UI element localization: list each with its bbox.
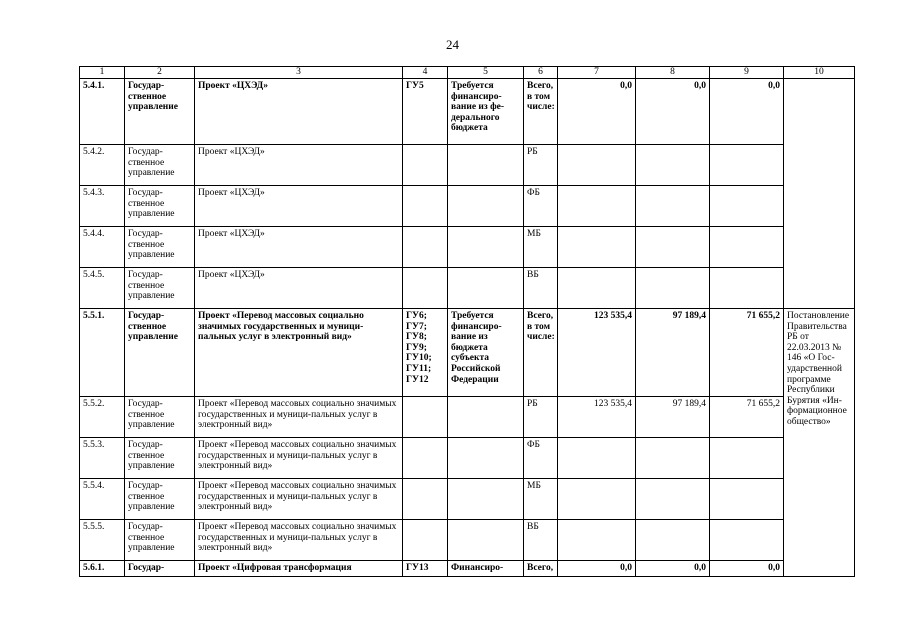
table-row xyxy=(80,520,855,561)
row-value-7: 123 535,4 xyxy=(558,309,636,397)
column-number: 6 xyxy=(524,67,558,79)
row-source: ВБ xyxy=(524,520,558,561)
table-row xyxy=(80,561,855,577)
row-area: Государ-ственное управление xyxy=(125,438,195,479)
program-table xyxy=(79,66,855,577)
row-source: Всего, в том числе: xyxy=(524,79,558,145)
row-requirement xyxy=(448,227,524,268)
row-value-8: 97 189,4 xyxy=(636,397,710,438)
row-id: 5.4.3. xyxy=(80,186,125,227)
column-number: 1 xyxy=(80,67,125,79)
row-value-9 xyxy=(710,268,784,309)
row-code: ГУ6; ГУ7; ГУ8; ГУ9; ГУ10; ГУ11; ГУ12 xyxy=(403,309,448,397)
row-value-7 xyxy=(558,186,636,227)
row-value-7 xyxy=(558,438,636,479)
table-row xyxy=(80,438,855,479)
column-number: 3 xyxy=(195,67,403,79)
row-id: 5.5.1. xyxy=(80,309,125,397)
row-value-7 xyxy=(558,520,636,561)
row-area: Государ-ственное управление xyxy=(125,309,195,397)
table-row xyxy=(80,309,855,397)
row-requirement xyxy=(448,145,524,186)
row-requirement: Требуется финансиро-вание из фе-дерального бюджета xyxy=(448,79,524,145)
column-number: 4 xyxy=(403,67,448,79)
row-value-8 xyxy=(636,145,710,186)
row-id: 5.4.4. xyxy=(80,227,125,268)
row-requirement: Требуется финансиро-вание из бюджета субъекта Российской Федерации xyxy=(448,309,524,397)
row-value-9 xyxy=(710,479,784,520)
row-requirement xyxy=(448,268,524,309)
row-code xyxy=(403,186,448,227)
row-source: МБ xyxy=(524,227,558,268)
column-number: 10 xyxy=(784,67,855,79)
table-row xyxy=(80,145,855,186)
table-row xyxy=(80,397,855,438)
row-value-7: 123 535,4 xyxy=(558,397,636,438)
page-number: 24 xyxy=(446,37,459,52)
table-row xyxy=(80,479,855,520)
row-source: Всего, в том числе: xyxy=(524,309,558,397)
row-id: 5.6.1. xyxy=(80,561,125,577)
row-project: Проект «Перевод массовых социально значимых государственных и муници-пальных услуг в электронный вид» xyxy=(195,438,403,479)
row-value-9: 0,0 xyxy=(710,79,784,145)
row-requirement xyxy=(448,520,524,561)
row-project: Проект «ЦХЭД» xyxy=(195,145,403,186)
row-area: Государ-ственное управление xyxy=(125,186,195,227)
row-requirement xyxy=(448,479,524,520)
table-row xyxy=(80,268,855,309)
row-value-8 xyxy=(636,186,710,227)
row-requirement xyxy=(448,438,524,479)
row-source: ФБ xyxy=(524,186,558,227)
row-area: Государ-ственное управление xyxy=(125,145,195,186)
row-area: Государ-ственное управление xyxy=(125,79,195,145)
row-id: 5.5.2. xyxy=(80,397,125,438)
table-row xyxy=(80,79,855,145)
row-area: Государ- xyxy=(125,561,195,577)
row-project: Проект «ЦХЭД» xyxy=(195,268,403,309)
row-value-7 xyxy=(558,268,636,309)
row-id: 5.4.5. xyxy=(80,268,125,309)
row-id: 5.4.2. xyxy=(80,145,125,186)
row-project: Проект «Перевод массовых социально значимых государственных и муници-пальных услуг в электронный вид» xyxy=(195,479,403,520)
row-value-8: 0,0 xyxy=(636,561,710,577)
row-code xyxy=(403,479,448,520)
row-basis: Постановление Правительства РБ от 22.03.2013 № 146 «О Гос-ударственной программе Республики Бурятия «Ин-формационное общество» xyxy=(784,309,855,577)
row-value-9: 0,0 xyxy=(710,561,784,577)
row-value-8 xyxy=(636,520,710,561)
row-code xyxy=(403,145,448,186)
column-number: 8 xyxy=(636,67,710,79)
row-project: Проект «Перевод массовых социально значимых государственных и муници-пальных услуг в электронный вид» xyxy=(195,520,403,561)
row-value-9 xyxy=(710,227,784,268)
row-source: РБ xyxy=(524,145,558,186)
row-code xyxy=(403,520,448,561)
row-requirement xyxy=(448,397,524,438)
row-area: Государ-ственное управление xyxy=(125,227,195,268)
row-project: Проект «ЦХЭД» xyxy=(195,186,403,227)
row-value-9 xyxy=(710,145,784,186)
row-code xyxy=(403,438,448,479)
row-code xyxy=(403,397,448,438)
row-value-7: 0,0 xyxy=(558,561,636,577)
row-value-8 xyxy=(636,479,710,520)
row-id: 5.5.3. xyxy=(80,438,125,479)
row-code: ГУ13 xyxy=(403,561,448,577)
row-area: Государ-ственное управление xyxy=(125,479,195,520)
row-project: Проект «ЦХЭД» xyxy=(195,227,403,268)
row-area: Государ-ственное управление xyxy=(125,397,195,438)
row-value-7 xyxy=(558,145,636,186)
row-project: Проект «Цифровая трансформация xyxy=(195,561,403,577)
row-value-7: 0,0 xyxy=(558,79,636,145)
table-row xyxy=(80,227,855,268)
row-value-9 xyxy=(710,186,784,227)
row-source: РБ xyxy=(524,397,558,438)
row-value-9 xyxy=(710,520,784,561)
row-source: Всего, xyxy=(524,561,558,577)
column-number: 7 xyxy=(558,67,636,79)
row-value-8 xyxy=(636,227,710,268)
row-area: Государ-ственное управление xyxy=(125,520,195,561)
row-id: 5.5.4. xyxy=(80,479,125,520)
row-source: МБ xyxy=(524,479,558,520)
column-number: 9 xyxy=(710,67,784,79)
row-code xyxy=(403,227,448,268)
column-number: 5 xyxy=(448,67,524,79)
column-number-row xyxy=(80,67,855,79)
row-value-9: 71 655,2 xyxy=(710,397,784,438)
row-basis-empty xyxy=(784,79,855,309)
row-source: ФБ xyxy=(524,438,558,479)
row-project: Проект «Перевод массовых социально значимых государственных и муници-пальных услуг в электронный вид» xyxy=(195,309,403,397)
row-id: 5.5.5. xyxy=(80,520,125,561)
row-requirement xyxy=(448,186,524,227)
row-area: Государ-ственное управление xyxy=(125,268,195,309)
row-id: 5.4.1. xyxy=(80,79,125,145)
row-code: ГУ5 xyxy=(403,79,448,145)
row-value-8: 97 189,4 xyxy=(636,309,710,397)
row-project: Проект «ЦХЭД» xyxy=(195,79,403,145)
row-value-8 xyxy=(636,268,710,309)
row-requirement: Финансиро- xyxy=(448,561,524,577)
row-value-9: 71 655,2 xyxy=(710,309,784,397)
row-value-8: 0,0 xyxy=(636,79,710,145)
row-value-7 xyxy=(558,227,636,268)
row-project: Проект «Перевод массовых социально значимых государственных и муници-пальных услуг в электронный вид» xyxy=(195,397,403,438)
table-row xyxy=(80,186,855,227)
row-value-7 xyxy=(558,479,636,520)
row-source: ВБ xyxy=(524,268,558,309)
row-value-9 xyxy=(710,438,784,479)
row-value-8 xyxy=(636,438,710,479)
row-code xyxy=(403,268,448,309)
column-number: 2 xyxy=(125,67,195,79)
